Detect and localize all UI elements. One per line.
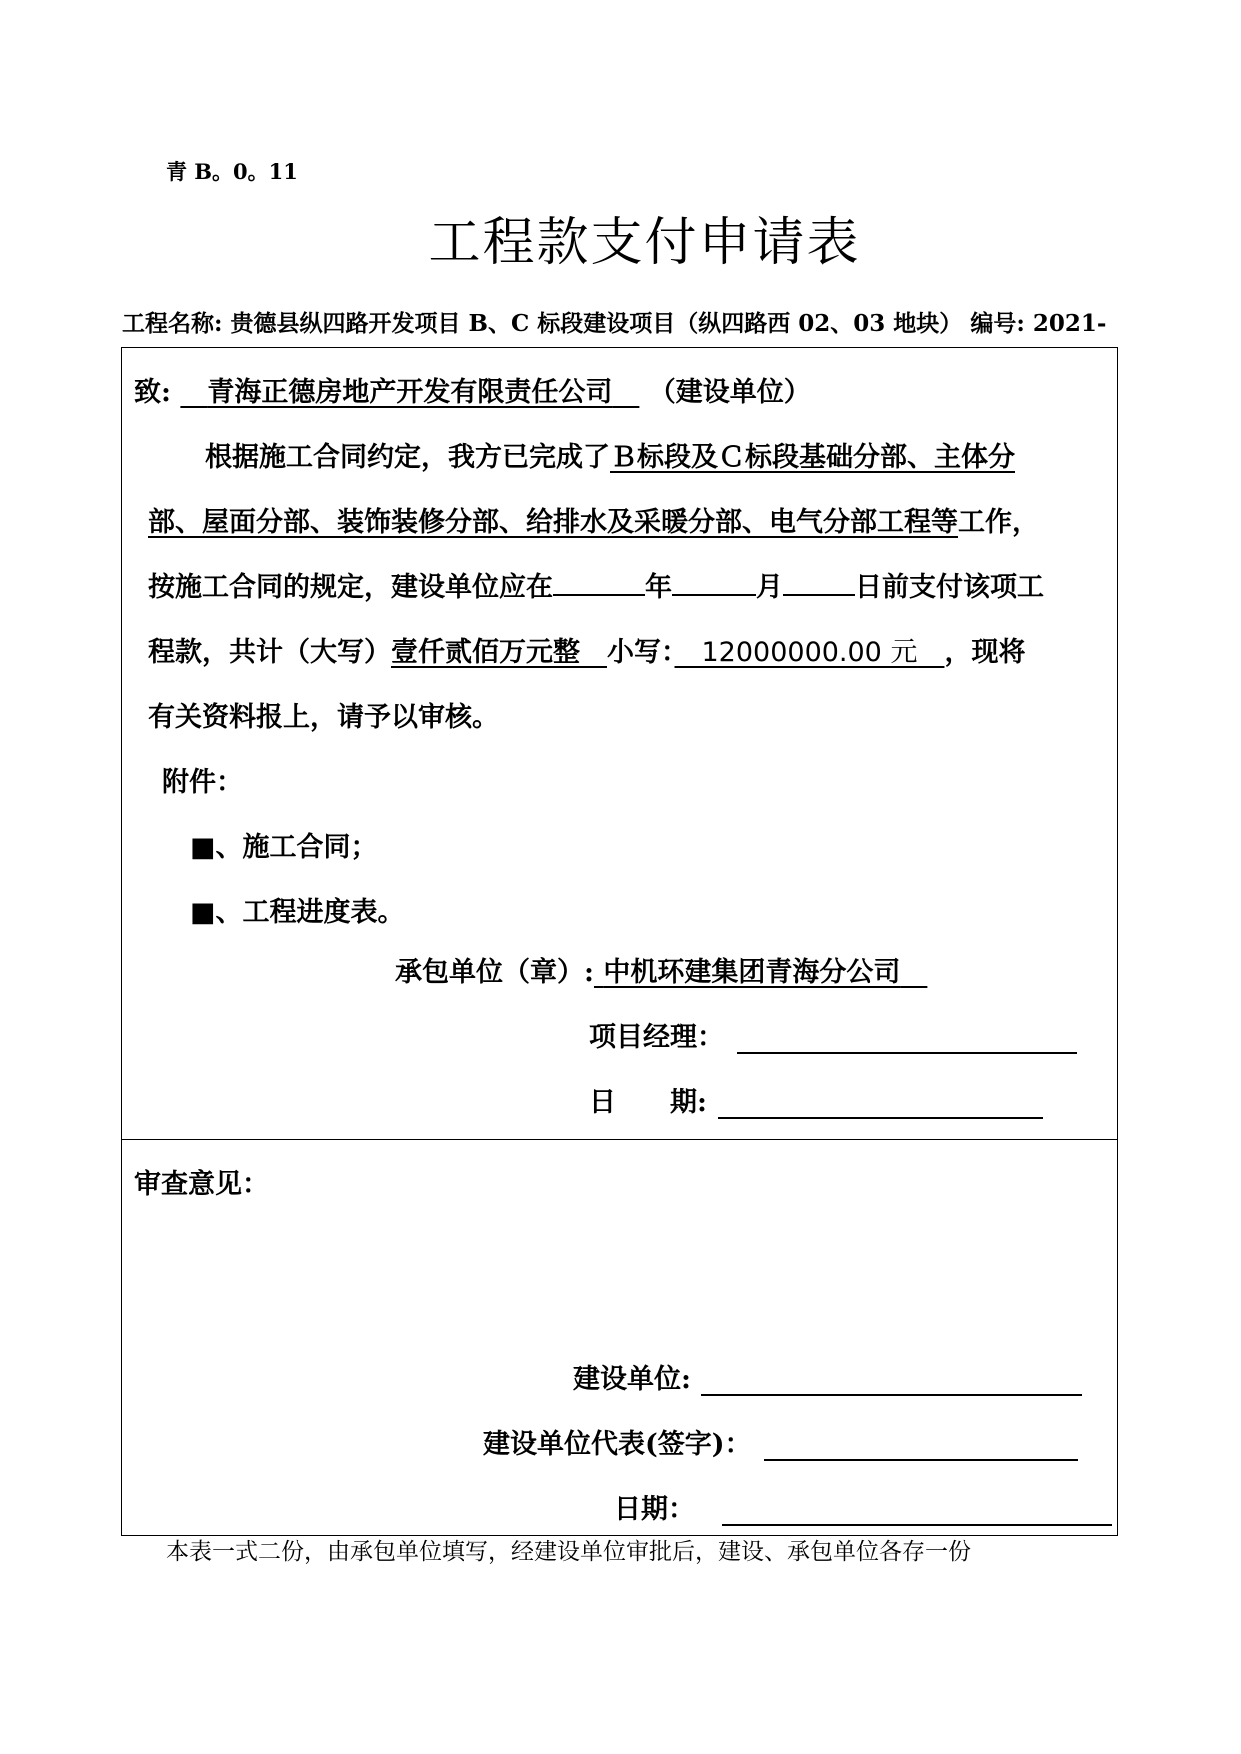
contractor-name: 中机环建集团青海分公司: [603, 957, 901, 988]
contractor-line: [395, 950, 927, 989]
date-line[interactable]: [718, 1117, 1043, 1119]
number-label: 编号:: [970, 310, 1025, 337]
para-line-5: 有关资料报上，请予以审核。: [148, 702, 499, 733]
year-label: 年: [645, 572, 672, 603]
recipient-name: 青海正德房地产开发有限责任公司: [207, 377, 613, 408]
review-label: 审查意见：: [134, 1169, 269, 1200]
owner-line[interactable]: [701, 1394, 1082, 1396]
attachments-label: 附件：: [162, 767, 243, 798]
review-section: [122, 1140, 1117, 1535]
recipient-suffix: （建设单位）: [648, 377, 811, 408]
para-line-4: [148, 630, 1025, 669]
deadline-suffix: 日前支付该项工: [855, 572, 1044, 603]
application-section: [122, 348, 1117, 1140]
year-blank[interactable]: [553, 570, 645, 596]
work-content-2: 部、屋面分部、装饰装修分部、给排水及采暖分部、电气分部工程等: [148, 507, 958, 538]
para-prefix: 根据施工合同约定，我方已完成了: [205, 442, 610, 473]
owner-label: 建设单位:: [573, 1364, 691, 1395]
work-content-1: Ｂ标段及Ｃ标段基础分部、主体分: [610, 442, 1015, 473]
day-blank[interactable]: [783, 570, 855, 596]
attachment-item: ■、施工合同；: [190, 832, 378, 863]
footer-note: 本表一式二份，由承包单位填写，经建设单位审批后，建设、承包单位各存一份: [166, 1539, 971, 1565]
pm-signature-line[interactable]: [737, 1052, 1077, 1054]
pm-label: 项目经理：: [589, 1022, 724, 1053]
review-date-label: 日期：: [614, 1494, 695, 1525]
amount-lower: 12000000.00 元: [701, 637, 918, 668]
project-number: 2021-: [1032, 310, 1107, 337]
form-code: 青 B。0。11: [166, 159, 298, 184]
recipient-line: [134, 370, 811, 409]
attachment-item: ■、工程进度表。: [190, 897, 405, 928]
rep-signature-line[interactable]: [764, 1459, 1078, 1461]
work-suffix: 工作，: [958, 507, 1039, 538]
deadline-prefix: 按施工合同的规定，建设单位应在: [148, 572, 553, 603]
para-line-2: [148, 500, 1039, 539]
month-blank[interactable]: [672, 570, 756, 596]
contractor-label: 承包单位（章）:: [395, 957, 594, 988]
project-label: 工程名称:: [122, 310, 223, 337]
date-label: 日 期:: [589, 1087, 707, 1118]
para-line-1: [205, 435, 1015, 474]
to-label: 致:: [134, 377, 171, 408]
project-name: 贵德县纵四路开发项目 B、C 标段建设项目（纵四路西 02、03 地块）: [230, 310, 963, 337]
page-title: 工程款支付申请表: [428, 213, 861, 273]
review-date-line[interactable]: [722, 1524, 1112, 1526]
amount-upper: 壹仟贰佰万元整: [391, 637, 580, 668]
project-line: [122, 305, 1106, 338]
para-line-3: [148, 565, 1044, 604]
amount-suffix: ，现将: [944, 637, 1026, 668]
rep-label: 建设单位代表(签字)：: [483, 1429, 752, 1460]
amount-prefix: 程款，共计（大写）: [148, 637, 391, 668]
month-label: 月: [756, 572, 783, 603]
lower-label: 小写：: [607, 637, 675, 668]
form-table: [121, 347, 1118, 1536]
